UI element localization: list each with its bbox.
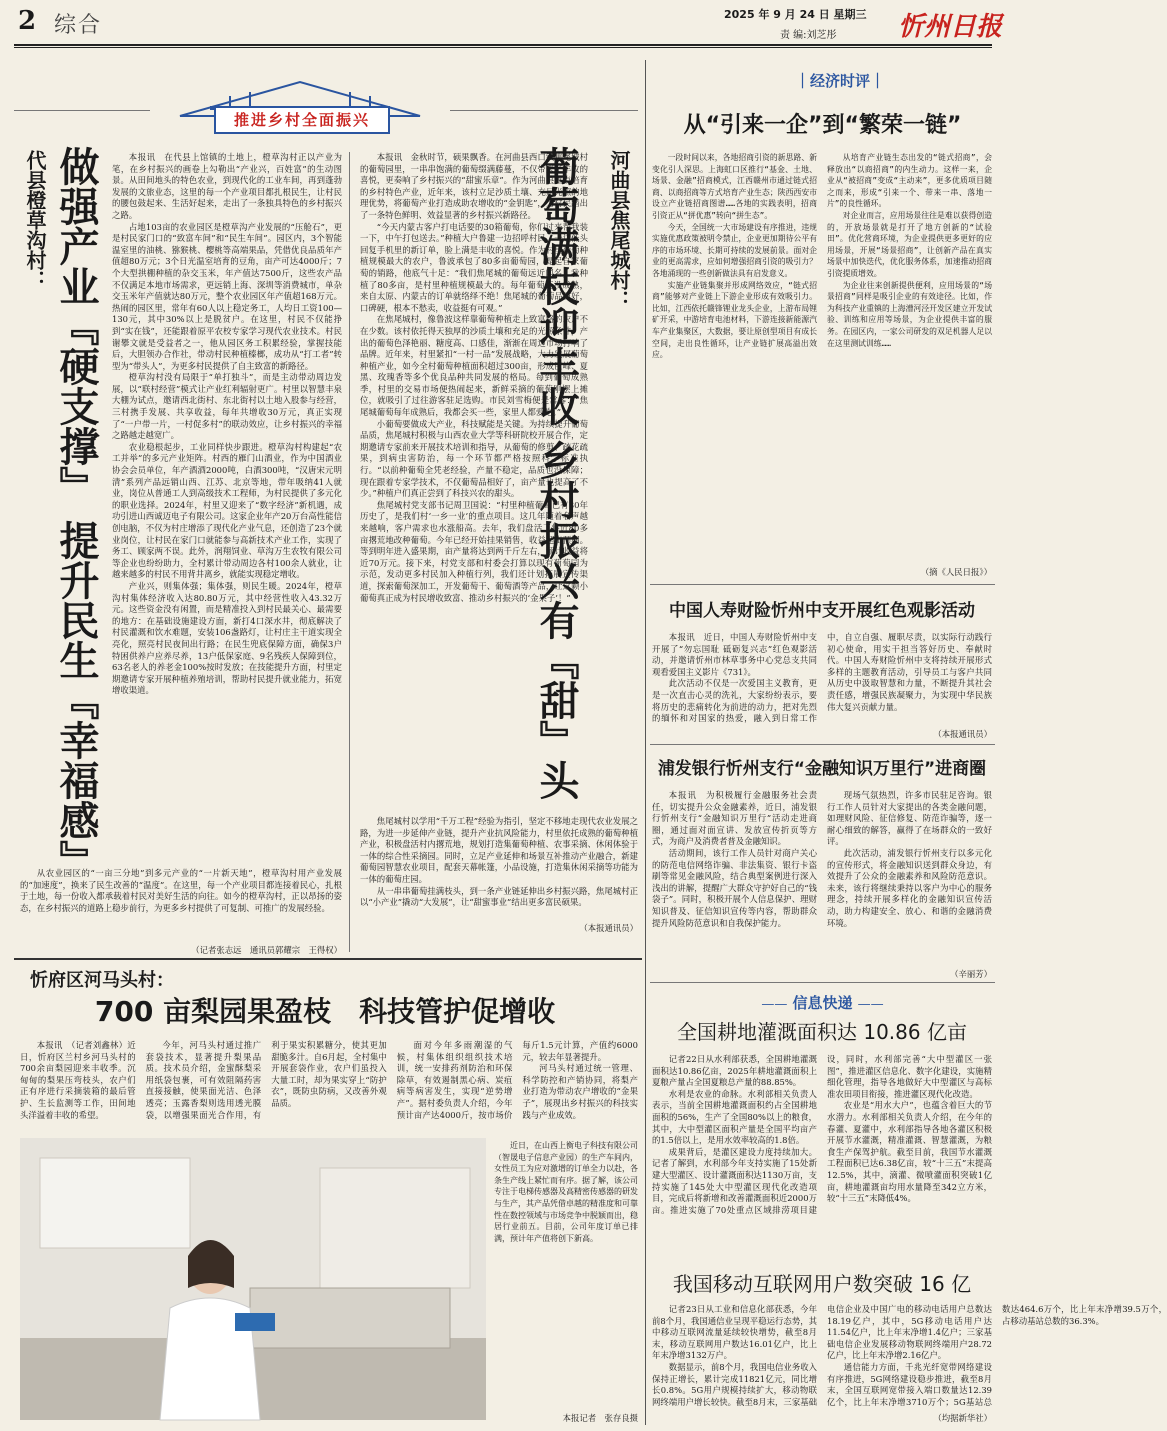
news1-paragraph: 此次活动不仅是一次爱国主义教育，更是一次直击心灵的洗礼，大家纷纷表示，要将历史的悲痛转化为前进的动力，把对先烈的缅怀和对国家的热爱，融入到日常工作中，自立自强、履职尽责，以实际行动践行初心使命，用实干担当答好历史、奉献时代。中国人寿财险忻州中支将持续开展形式多样的主题教育活动，引导员工与客户共同从历史中汲取智慧和力量，不断提升其社会责任感，增强民族凝聚力，为实现中华民族伟大复兴贡献力量。: [652, 632, 992, 724]
commentary-paragraph: 从培育产业链生态出发的“链式招商”，会释放出“以商招商”的内生动力。这样一来，企业从“被招商”变成“主动来”，更多优质项目随之而来，形成“引来一个、带来一串、落地一片”的良性循环。: [827, 153, 992, 209]
bottom-body: [20, 1040, 638, 1130]
news1-paragraph: 本报讯 近日，中国人寿财险忻州中支开展了“勿忘国耻 砥砺复兴志”红色观影活动，并邀请忻州市林草事务中心党总支共同观看爱国主义影片《731》。: [652, 632, 817, 677]
commentary-paragraph: 对企业而言，应用场景往往是难以获得创造的，开放场景就是打开了地方创新的“试验田”。优化营商环境，为企业提供更多更好的应用场景，开展“场景招商”，让创新产品在真实场景中加快迭代，优化服务体系，加速推动招商引资提质增效。: [827, 210, 992, 278]
column2-paragraph: “今天内蒙古客户打电话要的30箱葡萄，你们过来帮我装一下，中午打包送去。”种植大户鲁建一边招呼村民，一边低头回复手机里的新订单，脸上满是丰收的喜悦。作为村里葡萄种植规模最大的农户，鲁波承包了80多亩葡萄园，提起自家葡萄的销路，他底气十足：“我们焦尾城的葡萄远近闻名，我种植了80多亩，是村里种植规模最大的。每年葡萄还没成熟，来自太原、内蒙古的订单就络绎不绝！焦尾城的葡萄品质好，口碑硬，根本不愁卖，收益挺有可观。”: [360, 221, 588, 313]
section-rule: [14, 958, 642, 960]
info-news2-paragraph: 数据显示，前8个月，我国电信业务收入保持正增长，累计完成11821亿元，同比增长0.8%。5G用户规模持续扩大，移动物联网终端用户增长较快。截至8月末，三家基础电信企业及中国广电的移动电话用户总数达18.19亿户，其中，5G移动电话用户达11.54亿户，比上年末净增1.4亿户；三家基础电信企业发展移动物联网终端用户28.72亿户，比上年末净增2.16亿户。: [652, 1304, 992, 1407]
news2-paragraph: 现场气氛热烈，许多市民驻足咨询。银行工作人员针对大家提出的各类金融问题，如理财风险、征信修复、防范诈骗等，逐一耐心细致的解答，赢得了在场群众的一致好评。: [827, 790, 992, 847]
bottom-paragraph: 河马头村通过统一管理、科学防控和产销协同，将梨产业打造为带动农户增收的“金果子”，展现出乡村振兴的科技实践与产业成效。: [522, 1063, 638, 1120]
news2-paragraph: 本报讯 为积极履行金融服务社会责任，切实提升公众金融素养，近日，浦发银行忻州支行“金融知识万里行”活动走进商圈，通过面对面宣讲、发放宣传折页等方式，为商户及消费者普及金融知识。: [652, 790, 817, 847]
info-news2-paragraph: 通信能力方面，千兆光纤宽带网络建设有序推进，5G网络建设稳步推进，截至8月末，全国互联网宽带接入端口数量达12.39亿个，比上年末净增3710万个；5G基站总数达464.6万个，比上年末净增39.5万个，占移动基站总数的36.3%。: [827, 1304, 1167, 1407]
news2-paragraph: 此次活动，浦发银行忻州支行以多元化的宣传形式，将金融知识送到群众身边，有效提升了公众的金融素养和风险防范意识。未来，该行将继续秉持以客户为中心的服务理念，持续开展多样化的金融知识宣传活动，助力构建安全、放心、和谐的金融消费环境。: [827, 847, 992, 928]
section-rule: [650, 744, 995, 745]
banner-box: [214, 106, 390, 134]
column1-body: [112, 152, 342, 868]
info-express-label: [650, 992, 995, 1013]
editor-line: 责 编:刘芝彤: [780, 30, 837, 41]
news2-body: [652, 790, 992, 966]
commentary-headline: 从“引来一企”到“繁荣一链”: [683, 113, 962, 138]
info-news1-body: [652, 1054, 992, 1262]
bottom-headline: 700 亩梨园果盈枝 科技管护促增收: [94, 995, 556, 1028]
bottom-paragraph: 面对今年多雨潮湿的气候，村集体组织组织技术培训，统一安排药剂防治和环保除草，有效遏制黑心病、炭疽病等病害发生，实现“逆势增产”。据村委负责人介绍，今年预计亩产达4000斤，按市场价每斤1.5元计算，产值约6000元，较去年显著提升。: [396, 1040, 638, 1120]
commentary-label-text: 经济时评: [809, 72, 870, 90]
column2-credit: （本报通讯员）: [579, 923, 638, 933]
masthead-rule-thin: [14, 47, 992, 48]
issue-date: 2025 年 9 月 24 日 星期三: [724, 8, 867, 21]
paper-logo: 忻州日报: [898, 12, 1003, 42]
commentary-label-bar-icon: ｜: [794, 72, 810, 90]
factory-photo: [20, 1138, 486, 1420]
column1-credit: （记者张志远 通讯员郭耀宗 王得权）: [191, 945, 342, 955]
bottom-location: 忻府区河马头村：: [30, 970, 174, 991]
bottom-paragraph: 本报讯 （记者刘鑫林）近日，忻府区兰村乡河马头村的700余亩梨园迎来丰收季。沉甸甸的梨果压弯枝头，农户们正有序进行采摘装箱的最后管护、生长监测等工作，田间地头洋溢着丰收的希望。: [20, 1040, 136, 1120]
column2-location: 河曲县焦尾城村：: [607, 150, 631, 310]
info-news1-paragraph: 成果背后，是灌区建设力度持续加大。记者了解到，水利部今年支持实施了15处新建大型灌区、设计灌溉面积达1130万亩，支持实施了145处大中型灌区现代化改造项目，完成后将新增和改善灌溉面积近2000万亩。推进实施了70处重点区域排涝项目建设，同时，水利部完善“大中型灌区一张图”，推进灌区信息化、数字化建设，实施精细化管理，指导各地做好大中型灌区与高标准农田项目衔接，推进灌区现代化改造。: [652, 1054, 992, 1215]
column1-paragraph: 本报讯 在代县上馆镇的土地上，橙草沟村正以产业为笔，在乡村振兴的画卷上勾勒出“产业兴，百姓富”的生动图景。从田间地头的特色农业，到现代化的工业车间，再到蓬勃发展的文旅业态，这里的每一个产业项目都扎根民生，让村民的腰包鼓起来、生活好起来，走出了一条独具特色的乡村振兴之路。: [112, 152, 342, 220]
column2-paragraph: 从一串串葡萄挂满枝头，到一条产业链延伸出乡村振兴路，焦尾城村正以“小产业”撬动“大发展”，让“甜蜜事业”结出更多富民硕果。: [360, 885, 638, 908]
factory-worker-photo-icon: [20, 1138, 486, 1420]
news2-headline: 浦发银行忻州支行“金融知识万里行”进商圈: [657, 759, 987, 779]
commentary-paragraph: 今天，全国统一大市场建设有序推进，违规实施优惠政策被明令禁止，企业更加期待公平有序的市场环境、长期可持续的发展前景。面对企业的更高需求，应如何增强招商引资的吸引力？各地涌现的一些创新做法具有启发意义。: [652, 222, 817, 278]
column1-paragraph: 产业兴，则集体强；集体强，则民生暖。2024年，橙草沟村集体经济收入达80.80万元，其中经营性收入43.32万元。这些资金没有闲置，而是精准投入到村民最关心、最需要的地方：在基础设施建设方面，新打4口深水井，彻底解决了村民灌溉和饮水难题，安装106盏路灯，让村庄主干道实现全亮化，照亮村民夜间出行路；在民生兜底保障方面，确保3户特困供养户应养尽养，13户低保家庭、9名残疾人保障到位，63名老人的养老金100%按时发放；在技能提升方面，村里定期邀请专家开展种植养殖培训，帮助村民提升就业能力，拓宽增收渠道。: [112, 580, 342, 696]
commentary-label-bar-icon: ｜: [870, 72, 886, 90]
section-name: 综合: [54, 13, 103, 38]
column1-headline: 做强产业『硬支撑』 提升民生『幸福感』: [53, 146, 99, 880]
column2-paragraph: 小葡萄要做成大产业，科技赋能是关键。为持续提升葡萄品质，焦尾城村积极与山西农业大学等科研院校开展合作，定期邀请专家前来开展技术培训和指导，从葡萄的修剪、疏花疏果，到病虫害防治，每一个环节都严格按照科学标准执行。“以前种葡萄全凭老经验，产量不稳定，品质也没保障；现在跟着专家学技术，不仅葡萄品相好了，亩产量也提高了不少。”种植户们真正尝到了科技兴农的甜头。: [360, 418, 588, 499]
banner: [150, 76, 450, 136]
photo-caption: [494, 1140, 638, 1410]
column1-paragraph: 橙草沟村没有局限于“单打独斗”，而是主动带动周边发展，以“联村经营”模式让产业红利辐射更广。村里以智慧丰泉大棚为试点，邀请西北街村、东北街村以土地入股参与经营，三村携手发展、共享收益，每年共增收30万元，真正实现了“一户带一片，一村促多村”的联动效应，让乡村振兴的幸福之路越走越宽广。: [112, 372, 342, 441]
column2-headline: 葡萄满枝迎丰收 乡村振兴有『甜』头: [533, 146, 579, 800]
info-news1-paragraph: 记者22日从水利部获悉，全国耕地灌溉面积达10.86亿亩，2025年耕地灌溉面积上夏粮产量占全国夏粮总产量的88.85%。: [652, 1054, 817, 1088]
news2-paragraph: 活动期间，该行工作人员针对商户关心的防范电信网络诈骗、非法集资、银行卡盗刷等常见金融风险，结合典型案例进行深入浅出的讲解，提醒广大群众守护好自己的“钱袋子”。同时，积极开展个人信息保护、理财知识普及、征信知识宣传等内容，帮助群众提升风险防范意识和自我保护能力。: [652, 847, 817, 928]
commentary-body: [652, 152, 992, 562]
column1-paragraph: 占地103亩的农业园区是橙草沟产业发展的“压舱石”，更是村民家门口的“致富车间”和“民生车间”。园区内，3个智能温室里的油桃、猕猴桃、樱桃等高端果品，凭借优良品质年产值超80万元；3个日光温室培育的豆角，亩产可达4000斤；7个大型拱棚种植的杂交玉米，年产值达7500斤，这些农产品不仅满足本地市场需求，更远销上海、深圳等消费城市，单杂交玉米年产值就达80万元，整个农业园区年产值超168万元。热闹的园区里，常年有60人以上稳定务工，人均日工资100—130元，其中30%以上是脱贫户。在这里，村民不仅能挣到“实在钱”，还能跟着原平农校专家学习现代农业技术。村民谢攀文就是受益者之一，他从园区务工积累经验，掌握技能后，大胆领办合作社，带动村民种植榛榔，成功从“打工者”转型为“带头人”，为更多村民提供了自主致富的新路径。: [112, 221, 342, 371]
info-rule-icon: ——: [857, 997, 884, 1012]
column1-paragraph: 农业稳根起步，工业同样快步跟进。橙草沟村构建起“农工并举”的多元产业矩阵。村西的雁门山酒业，作为中国酒业协会会员单位，年产酒酒2000吨，白酒300吨，“汉唐宋元明清”系列产品远销山西、江苏、北京等地，带年吸纳41人就业，岗位从普通工人到高级技术工程师，为村民提供了多元化的职业选择。2024年，村里又迎来了“数字经济”新机遇，成功引进山西诚迈电子有限公司。这家企业年产20万台高性能信创电脑，不仅为村庄增添了现代化产业气息，还创造了23个就业岗位，让村民在家门口就能参与高新技术产业工作，实现了务工、顾家两不误。此外，润翔饲业、草沟万生农牧有限公司等企业也纷纷助力，全村累计带动周边各村100余人就业，让越来越多的村民不用背井离乡，就能实现稳定增收。: [112, 441, 342, 580]
info-news1-paragraph: 农业是“用水大户”，也蕴含着巨大的节水潜力。水利部相关负责人介绍，在今年的春灌、夏灌中，水利部指导各地各灌区积极开展节水灌溉，精准灌溉、智慧灌溉，为粮食生产保驾护航。截至目前，我国节水灌溉工程面积已达6.38亿亩，较“十三五”末提高12.5%，其中，滴灌、微喷灌面积突破1亿亩，耕地灌溉亩均用水量降至342立方米，较“十三五”末降低4%。: [827, 1100, 992, 1204]
news1-credit: （本报通讯员）: [933, 729, 992, 739]
column2-paragraph: 在焦尾城村，像鲁波这样靠葡萄种植走上致富路的农户不在少数。该村依托得天独厚的沙质土壤和充足的光照条件，产出的葡萄色泽艳丽、糖度高、口感佳，渐渐在周边市场打响了品牌。近年来，村里紧扣“一村一品”发展战略，大力发展葡萄种植产业，如今全村葡萄种植面积超过300亩，形成巨峰、夏黑、玫瑰香等多个优良品种共同发展的格局。每到葡萄成熟季，村里的交易市场便热闹起来，新鲜采摘的葡萄刚摆上摊位，就吸引了过往游客驻足选购。市民刘雪梅便是常客：“焦尾城葡萄每年成熟后，我都会买一些，家里人都爱吃。”: [360, 314, 588, 418]
news1-body: [652, 632, 992, 728]
top-left-rule-2: [450, 110, 638, 111]
column1-paragraph: 从农业园区的“一亩三分地”到多元产业的“一片新天地”，橙草沟村用产业发展的“加速度”，换来了民生改善的“温度”。在这里，每一个产业项目都连接着民心，扎根于土地，每一份收入都承载着村民对美好生活的向往。如今的橙草沟村，正以昂扬的姿态，在乡村振兴的道路上稳步前行，为更多乡村提供了可复制、可推广的发展经验。: [20, 868, 342, 913]
info-news2-paragraph: 记者23日从工业和信息化部获悉，今年前8个月，我国通信业呈现平稳运行态势，其中移动互联网流量延续较快增势，截至8月末，移动互联网用户数达16.01亿户，比上年末净增3132万户。: [652, 1304, 817, 1361]
column1-location: 代县橙草沟村：: [23, 150, 47, 290]
column-divider: [349, 152, 350, 952]
info-news2-headline: 我国移动互联网用户数突破 16 亿: [672, 1272, 972, 1296]
info-news1-paragraph: 水利是农业的命脉。水利部相关负责人表示，当前全国耕地灌溉面积约占全国耕地面积的56%，生产了全国80%以上的粮食，其中，大中型灌区面积产量是全国平均亩产的1.5倍以上，是用水效率较高的1.8倍。: [652, 1088, 817, 1146]
info-news2-credit: （均据新华社）: [933, 1413, 992, 1423]
column2-paragraph: 本报讯 金秋时节，硕果飘香。在河曲县西口镇焦尾城村的葡萄园里，一串串饱满的葡萄缀满藤蔓，不仅带来了丰收的喜悦，更奏响了乡村振兴的“甜蜜乐章”。作为河曲县重点培育的乡村特色产业，近年来，该村立足沙质土壤、充足光照的地理优势，将葡萄产业打造成助农增收的“金钥匙”，为村民踏出了一条特色鲜明、效益显著的乡村振兴新路径。: [360, 152, 588, 220]
column2-body-lower: [360, 816, 638, 922]
photo-caption-text: 近日，在山西上衡电子科技有限公司（智晟电子信息产业园）的生产车间内，女性员工为应对激增的订单全力以赴，各条生产线上紧忙而有序。据了解，该公司专注于电梯传感器及高精密传感器的研发与生产，其产品凭借卓越的精准度和可靠性在数控领域与市场竞争中脱颖而出，稳居行业前五。目前，公司年度订单已排满，预计年产值将创下新高。: [494, 1141, 638, 1243]
photo-credit: 本报记者 张存良摄: [562, 1413, 638, 1423]
section-rule: [650, 982, 995, 983]
column2-paragraph: 焦尾城村以学用“千万工程”经验为指引，坚定不移地走现代农业发展之路，为进一步延伸产业链，提升产业抗风险能力，村里依托成熟的葡萄种植产业，积极盘活村内撂荒地，规划打造集葡萄种植、农事采摘、休闲体验于一体的综合性采摘园。同时，立足产业延伸和场景互补推动产业融合，新建葡萄园智慧农业项目，配套天幕帐篷，小品设施，打造集休闲采摘等功能为一体的葡萄庄园。: [360, 816, 638, 884]
news1-headline: 中国人寿财险忻州中支开展红色观影活动: [669, 601, 975, 621]
info-express-text: 信息快递: [792, 994, 853, 1012]
info-news1-headline: 全国耕地灌溉面积达 10.86 亿亩: [677, 1020, 967, 1044]
masthead: [0, 0, 1005, 46]
column2-paragraph: 焦尾城村党支部书记周卫国说：“村里种植葡萄已有30年历史了，是我们村‘一乡一业’的重点项目。这几年随着名声越来越响，客户需求也水涨船高。去年，我们盘活了将近80多亩撂荒地改种葡萄。今年已经开始挂果销售，收益超出预期。等到明年进入盛果期，亩产量将达到两千斤左右，预计收益将近70万元。接下来，村党支部和村委会打算以现有葡萄园为示范，发动更多村民加入种植行列，我们还计划拓展宣传渠道，探索葡萄深加工，开发葡萄干、葡萄酒等产品，让这颗小葡萄真正成为村民增收致富、推动乡村振兴的‘金果子’！”: [360, 499, 588, 603]
section-rule: [650, 584, 995, 585]
column1-body-lower: [20, 868, 342, 942]
commentary-paragraph: 一段时间以来，各地招商引资的新思路、新变化引人深思。上海虹口区推行“基金、土地、场景、金融”招商模式，江西赣州市通过链式招商、以商招商等方式培育产业生态；陕西西安市设立产业链招商图谱……各地的实践表明，招商引资正从“拼优惠”转向“拼生态”。: [652, 153, 817, 220]
commentary-label: [770, 70, 910, 91]
page-divider: [645, 60, 646, 1425]
bottom-paragraph: 今年，河马头村通过推广套袋技术，显著提升梨果品质。技术员介绍，金蜜酥梨采用纸袋包裹，可有效阻隔药害直接接触，使果面光洁、色泽透亮；玉露香梨则选用透光膜袋，以增强果面光合作用，有利于果实积累糖分，使其更加甜脆多汁。自6月起，全村集中开展套袋作业，农户们虽投入大量工时，却为果实穿上“防护衣”，既防虫防病，又改善外观品质。: [145, 1040, 387, 1120]
page-number: 2: [18, 6, 37, 36]
banner-title: 推进乡村全面振兴: [233, 111, 370, 129]
top-left-rule: [14, 110, 150, 111]
masthead-rule: [14, 44, 992, 46]
commentary-paragraph: 实施产业链集聚并形成网络效应，“链式招商”能够对产业链上下游企业形成有效吸引力。比如，江西依托赣锋锂业龙头企业，上游布局锂矿开采，中游培育电池材料，下游连接新能源汽车产业集聚区，大数据，要让原创型项目有成长空间，走出良性循环，让产业链扩展高溢出效应。: [652, 280, 817, 360]
commentary-credit: （摘《人民日报》）: [920, 567, 992, 577]
commentary-paragraph: 为企业往来创新提供便利，应用场景的“场景招商”同样是吸引企业的有效途径。比如，作为科技产业重镇的上海漕河泾开发区建立开发试验、训练和应用等场景，为企业提供丰富的服务。在园区内，一家公司研发的双足机器人足以在这里测试训练……: [827, 280, 992, 348]
info-news2-body: [652, 1304, 1167, 1410]
news2-credit: （辛丽芳）: [950, 969, 992, 979]
info-rule-icon: ——: [761, 997, 788, 1012]
